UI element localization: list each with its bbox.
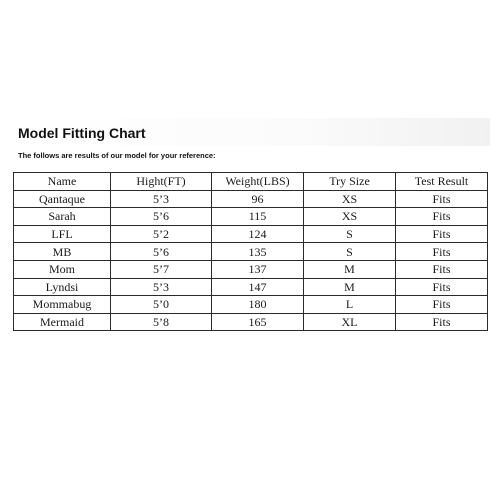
cell-weight: 180 xyxy=(212,296,304,314)
cell-name: Mermaid xyxy=(14,313,111,331)
cell-test-result: Fits xyxy=(396,296,488,314)
cell-weight: 135 xyxy=(212,243,304,261)
header-name: Name xyxy=(14,173,111,191)
cell-try-size: XL xyxy=(304,313,396,331)
cell-test-result: Fits xyxy=(396,260,488,278)
cell-name: Qantaque xyxy=(14,190,111,208)
table-row xyxy=(14,260,488,278)
cell-test-result: Fits xyxy=(396,313,488,331)
cell-try-size: S xyxy=(304,243,396,261)
cell-name: LFL xyxy=(14,225,111,243)
table-row xyxy=(14,190,488,208)
table-row xyxy=(14,313,488,331)
header-try-size: Try Size xyxy=(304,173,396,191)
cell-height: 5’3 xyxy=(111,190,212,208)
cell-test-result: Fits xyxy=(396,278,488,296)
cell-name: Sarah xyxy=(14,208,111,226)
chart-title: Model Fitting Chart xyxy=(18,125,146,141)
cell-test-result: Fits xyxy=(396,243,488,261)
cell-weight: 115 xyxy=(212,208,304,226)
cell-try-size: S xyxy=(304,225,396,243)
table-row xyxy=(14,278,488,296)
cell-test-result: Fits xyxy=(396,225,488,243)
cell-try-size: M xyxy=(304,260,396,278)
cell-try-size: XS xyxy=(304,208,396,226)
table-header-row xyxy=(14,173,488,191)
cell-weight: 96 xyxy=(212,190,304,208)
cell-name: Lyndsi xyxy=(14,278,111,296)
cell-height: 5’0 xyxy=(111,296,212,314)
cell-height: 5’3 xyxy=(111,278,212,296)
cell-height: 5’7 xyxy=(111,260,212,278)
cell-height: 5’6 xyxy=(111,243,212,261)
cell-test-result: Fits xyxy=(396,190,488,208)
cell-height: 5’6 xyxy=(111,208,212,226)
cell-try-size: XS xyxy=(304,190,396,208)
header-weight: Weight(LBS) xyxy=(212,173,304,191)
cell-weight: 165 xyxy=(212,313,304,331)
cell-height: 5’8 xyxy=(111,313,212,331)
cell-try-size: L xyxy=(304,296,396,314)
table-row xyxy=(14,296,488,314)
cell-name: Mom xyxy=(14,260,111,278)
cell-height: 5’2 xyxy=(111,225,212,243)
cell-weight: 147 xyxy=(212,278,304,296)
table-row xyxy=(14,225,488,243)
cell-weight: 124 xyxy=(212,225,304,243)
cell-name: Mommabug xyxy=(14,296,111,314)
cell-test-result: Fits xyxy=(396,208,488,226)
cell-try-size: M xyxy=(304,278,396,296)
chart-subtitle: The follows are results of our model for your reference: xyxy=(18,151,216,160)
cell-weight: 137 xyxy=(212,260,304,278)
cell-name: MB xyxy=(14,243,111,261)
header-test-result: Test Result xyxy=(396,173,488,191)
header-height: Hight(FT) xyxy=(111,173,212,191)
table-row xyxy=(14,243,488,261)
fitting-table xyxy=(13,172,488,331)
table-row xyxy=(14,208,488,226)
